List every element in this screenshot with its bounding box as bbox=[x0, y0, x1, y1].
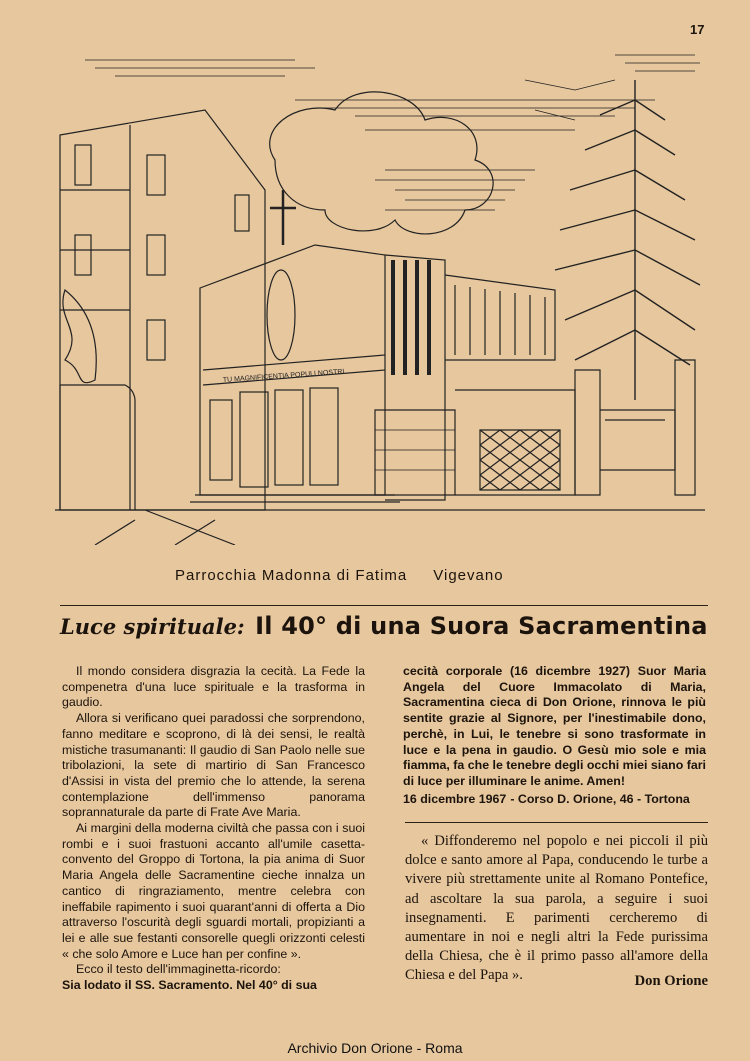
quote-block bbox=[405, 832, 708, 986]
ground bbox=[55, 510, 705, 545]
holy-card-text-start: Sia lodato il SS. Sacramento. Nel 40° di sua bbox=[62, 978, 317, 993]
shrub bbox=[63, 290, 96, 383]
dateline-address: - Corso D. Orione, 46 - Tortona bbox=[510, 791, 690, 806]
cross bbox=[270, 190, 296, 245]
headline-title: Il 40° di una Suora Sacramentina bbox=[255, 612, 708, 640]
church-illustration bbox=[55, 40, 710, 545]
section-divider bbox=[60, 605, 708, 606]
apartment-building bbox=[60, 110, 265, 510]
article-headline bbox=[60, 612, 710, 652]
dateline bbox=[403, 792, 706, 808]
article-paragraph: Allora si verificano quei paradossi che sorprendono, fanno meditare e scoprono, di là dei sensi, le realtà mistiche trasumananti: Il gaudio di San Paolo nelle sue tribolazioni, la sete di martirio di San Francesco d'Assisi in vista del premio che lo attende, la serena contemplazione dell'immenso panorama soprannaturale da parte di Frate Ave Maria. bbox=[62, 711, 365, 820]
caption-town: Vigevano bbox=[433, 567, 504, 584]
article-paragraph: Il mondo considera disgrazia la cecità. La Fede la compenetra d'una luce spirituale e la trasforma in gaudio. bbox=[62, 664, 365, 710]
cloud-outline bbox=[270, 92, 493, 234]
left-wall bbox=[60, 385, 135, 510]
quote-divider bbox=[405, 822, 708, 823]
holy-card-text: cecità corporale (16 dicembre 1927) Suor Maria Angela del Cuore Immacolato di Maria, Sacramentina cieca di Don Orione, rinnova le più sentite grazie al Signore, per l'inestimabile dono, perchè, in Lui, le tenebre si sono trasformate in luce e la pena in gaudio. O Gesù mio sole e mia fiamma, fa che le tenebre degli occhi miei siano fari di luce per illuminare le anime. Amen! bbox=[403, 664, 706, 788]
article-right-column bbox=[403, 664, 706, 807]
headline-kicker: Luce spirituale: bbox=[60, 614, 245, 639]
illustration-caption bbox=[175, 567, 595, 584]
article-left-column bbox=[62, 664, 365, 994]
archive-footer: Archivio Don Orione - Roma bbox=[287, 1040, 463, 1056]
gate-wall bbox=[375, 360, 695, 495]
article-paragraph: Ecco il testo dell'immaginetta-ricordo: bbox=[76, 962, 281, 977]
facade-inscription: TU MAGNIFICENTIA POPULI NOSTRI bbox=[222, 368, 345, 384]
page-number: 17 bbox=[690, 22, 705, 37]
side-block bbox=[385, 255, 555, 500]
article-paragraph: Ai margini della moderna civiltà che passa con i suoi rombi e i suoi frastuoni accanto all'umile casetta-convento del Groppo di Tortona, la pia anima di Suor Maria Angela delle Sacramentine cieche innalza un cantico di ringraziamento, mentre celebra con ineffabile rapimento i suoi quarant'anni di offerta a Dio attraverso l'oscurità degli sguardi mortali, propizianti a lei e alle sue festanti consorelle quegli orizzonti celesti « che solo Amore e Luce han per confine ». bbox=[62, 821, 365, 961]
quote-text: « Diffonderemo nel popolo e nei piccoli il più dolce e santo amore al Papa, conducendo le turbe a vivere più strettamente unite al Romano Pontefice, ad ascoltare la sua parola, a seguire i suoi insegnamenti. E parimenti cercheremo di aumentare in noi e negli altri la Fede purissima della Chiesa, che è il primo passo all'amore della Chiesa e del Papa ». bbox=[405, 833, 708, 984]
church-facade bbox=[190, 245, 400, 502]
pine-tree bbox=[525, 80, 700, 400]
quote-author: Don Orione bbox=[634, 973, 708, 989]
dateline-date: 16 dicembre 1967 bbox=[403, 791, 507, 806]
caption-church: Parrocchia Madonna di Fatima bbox=[175, 567, 408, 584]
sky-hatching bbox=[85, 55, 700, 210]
